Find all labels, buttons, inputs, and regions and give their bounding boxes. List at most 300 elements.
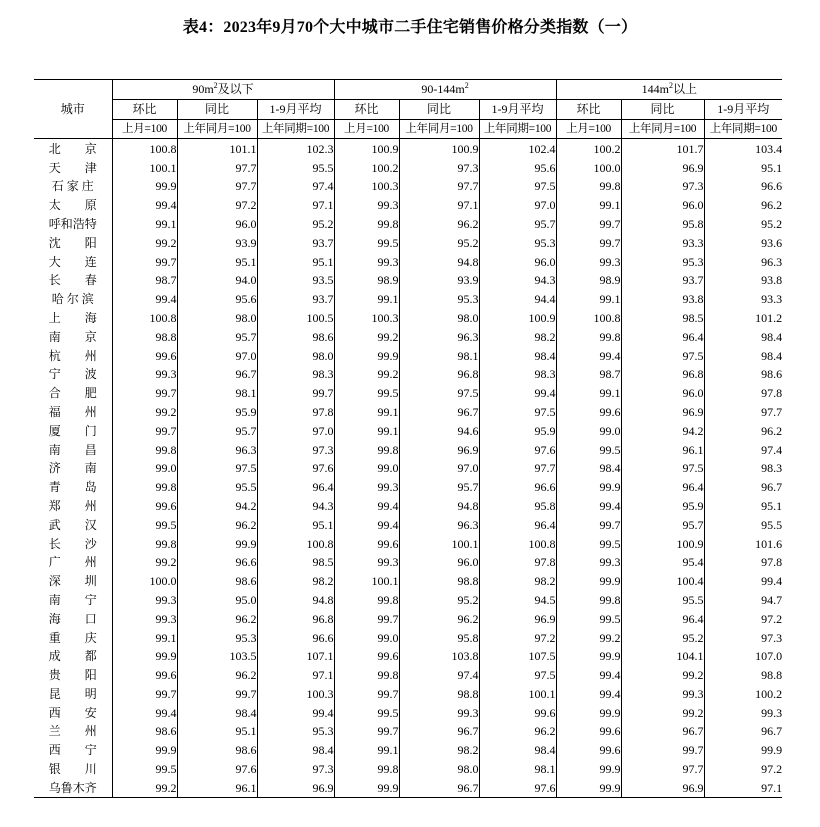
table-row — [34, 327, 782, 346]
index-value-cell: 97.8 — [257, 403, 334, 422]
index-value-cell: 100.9 — [334, 139, 399, 158]
table-row — [34, 440, 782, 459]
index-value-cell: 99.7 — [334, 722, 399, 741]
index-value-cell: 95.2 — [399, 233, 479, 252]
sub-header-yoy: 同比 — [621, 99, 704, 119]
city-cell: 宁 波 — [48, 367, 97, 382]
index-value-cell: 95.3 — [177, 628, 257, 647]
city-cell: 重 庆 — [48, 630, 97, 645]
index-value-cell: 103.8 — [399, 647, 479, 666]
index-value-cell: 98.2 — [479, 327, 556, 346]
index-value-cell: 96.1 — [177, 778, 257, 797]
base-header-avg: 上年同期=100 — [704, 119, 782, 139]
index-value-cell: 98.3 — [479, 365, 556, 384]
index-value-cell: 99.8 — [556, 327, 621, 346]
index-value-cell: 99.1 — [556, 196, 621, 215]
index-value-cell: 98.8 — [399, 685, 479, 704]
index-value-cell: 95.8 — [399, 628, 479, 647]
index-value-cell: 96.2 — [704, 196, 782, 215]
index-value-cell: 98.4 — [704, 346, 782, 365]
index-value-cell: 95.3 — [479, 233, 556, 252]
index-value-cell: 98.1 — [479, 760, 556, 779]
index-value-cell: 99.7 — [556, 515, 621, 534]
city-cell: 成 都 — [48, 649, 97, 664]
index-value-cell: 93.9 — [177, 233, 257, 252]
base-header-yoy: 上年同月=100 — [399, 119, 479, 139]
sub-header-avg: 1-9月平均 — [257, 99, 334, 119]
table-row — [34, 309, 782, 328]
index-value-cell: 99.0 — [334, 628, 399, 647]
index-value-cell: 98.6 — [257, 327, 334, 346]
index-value-cell: 100.1 — [334, 572, 399, 591]
index-value-cell: 99.8 — [112, 478, 177, 497]
index-value-cell: 98.6 — [704, 365, 782, 384]
index-value-cell: 94.8 — [399, 497, 479, 516]
table-row — [34, 628, 782, 647]
index-value-cell: 95.3 — [621, 252, 704, 271]
index-value-cell: 99.2 — [112, 403, 177, 422]
index-value-cell: 97.0 — [177, 346, 257, 365]
index-value-cell: 97.3 — [257, 760, 334, 779]
index-value-cell: 99.2 — [334, 365, 399, 384]
index-value-cell: 99.2 — [334, 327, 399, 346]
city-cell: 杭 州 — [48, 348, 97, 363]
index-value-cell: 99.9 — [704, 741, 782, 760]
city-cell: 石 家 庄 — [51, 179, 94, 194]
index-value-cell: 100.8 — [112, 309, 177, 328]
index-value-cell: 96.6 — [257, 628, 334, 647]
table-row — [34, 459, 782, 478]
index-value-cell: 100.9 — [399, 139, 479, 158]
city-cell: 福 州 — [48, 404, 97, 419]
index-value-cell: 100.9 — [479, 309, 556, 328]
index-value-cell: 99.0 — [112, 459, 177, 478]
index-value-cell: 95.9 — [177, 403, 257, 422]
index-value-cell: 99.3 — [556, 252, 621, 271]
index-value-cell: 97.4 — [704, 440, 782, 459]
table-row — [34, 591, 782, 610]
table-row — [34, 534, 782, 553]
index-value-cell: 95.6 — [479, 158, 556, 177]
sub-header-mom: 环比 — [112, 99, 177, 119]
index-value-cell: 99.1 — [334, 290, 399, 309]
index-value-cell: 96.4 — [257, 478, 334, 497]
index-value-cell: 97.4 — [257, 177, 334, 196]
index-value-cell: 107.0 — [704, 647, 782, 666]
index-value-cell: 99.4 — [112, 196, 177, 215]
index-value-cell: 96.2 — [177, 666, 257, 685]
index-value-cell: 99.8 — [334, 215, 399, 234]
index-value-cell: 94.2 — [621, 421, 704, 440]
index-value-cell: 98.8 — [704, 666, 782, 685]
index-value-cell: 99.2 — [621, 666, 704, 685]
table-row — [34, 685, 782, 704]
index-value-cell: 100.3 — [257, 685, 334, 704]
index-value-cell: 99.9 — [334, 778, 399, 797]
index-value-cell: 96.4 — [621, 478, 704, 497]
index-value-cell: 99.7 — [257, 384, 334, 403]
index-value-cell: 97.1 — [704, 778, 782, 797]
index-value-cell: 93.7 — [257, 233, 334, 252]
table-row — [34, 365, 782, 384]
table-row — [34, 722, 782, 741]
index-value-cell: 95.7 — [621, 515, 704, 534]
index-value-cell: 99.4 — [556, 497, 621, 516]
index-value-cell: 99.6 — [112, 497, 177, 516]
index-value-cell: 101.1 — [177, 139, 257, 158]
index-value-cell: 100.0 — [112, 572, 177, 591]
index-value-cell: 97.5 — [479, 403, 556, 422]
index-value-cell: 99.8 — [112, 440, 177, 459]
index-value-cell: 99.5 — [556, 534, 621, 553]
index-value-cell: 99.6 — [334, 534, 399, 553]
index-value-cell: 98.4 — [257, 741, 334, 760]
index-value-cell: 99.7 — [177, 685, 257, 704]
city-cell: 南 宁 — [48, 592, 97, 607]
index-value-cell: 96.9 — [399, 440, 479, 459]
index-value-cell: 95.1 — [704, 158, 782, 177]
index-value-cell: 98.2 — [257, 572, 334, 591]
city-column-header: 城市 — [34, 80, 112, 139]
index-value-cell: 97.6 — [177, 760, 257, 779]
index-value-cell: 97.5 — [479, 177, 556, 196]
index-value-cell: 99.9 — [556, 760, 621, 779]
base-header-mom: 上月=100 — [556, 119, 621, 139]
index-value-cell: 100.1 — [479, 685, 556, 704]
index-value-cell: 93.3 — [704, 290, 782, 309]
index-value-cell: 100.8 — [556, 309, 621, 328]
index-value-cell: 99.9 — [556, 703, 621, 722]
index-value-cell: 96.9 — [621, 778, 704, 797]
index-value-cell: 98.0 — [399, 760, 479, 779]
index-value-cell: 96.7 — [621, 722, 704, 741]
index-value-cell: 98.1 — [177, 384, 257, 403]
index-value-cell: 99.9 — [556, 647, 621, 666]
index-value-cell: 95.5 — [177, 478, 257, 497]
base-header-yoy: 上年同月=100 — [177, 119, 257, 139]
index-value-cell: 99.3 — [334, 252, 399, 271]
index-value-cell: 95.3 — [257, 722, 334, 741]
city-cell: 乌鲁木齐 — [34, 778, 112, 797]
index-value-cell: 98.0 — [399, 309, 479, 328]
index-value-cell: 99.6 — [334, 647, 399, 666]
table-row — [34, 553, 782, 572]
index-value-cell: 98.4 — [479, 741, 556, 760]
city-cell: 广 州 — [48, 555, 97, 570]
index-value-cell: 99.1 — [334, 421, 399, 440]
index-value-cell: 99.8 — [556, 177, 621, 196]
index-value-cell: 96.3 — [399, 515, 479, 534]
index-value-cell: 99.9 — [112, 177, 177, 196]
index-value-cell: 99.8 — [334, 591, 399, 610]
index-value-cell: 99.3 — [112, 365, 177, 384]
index-value-cell: 96.8 — [399, 365, 479, 384]
index-value-cell: 99.5 — [112, 760, 177, 779]
index-value-cell: 98.2 — [399, 741, 479, 760]
index-value-cell: 99.6 — [556, 403, 621, 422]
index-value-cell: 99.4 — [556, 685, 621, 704]
index-value-cell: 98.4 — [556, 459, 621, 478]
index-value-cell: 98.4 — [479, 346, 556, 365]
index-value-cell: 99.3 — [112, 609, 177, 628]
index-value-cell: 97.5 — [177, 459, 257, 478]
index-value-cell: 99.1 — [556, 384, 621, 403]
index-value-cell: 98.3 — [704, 459, 782, 478]
table-row — [34, 703, 782, 722]
index-value-cell: 98.4 — [704, 327, 782, 346]
index-value-cell: 96.0 — [621, 384, 704, 403]
index-value-cell: 99.8 — [334, 666, 399, 685]
index-value-cell: 100.3 — [334, 177, 399, 196]
index-value-cell: 94.3 — [479, 271, 556, 290]
index-value-cell: 96.4 — [621, 609, 704, 628]
city-cell: 深 圳 — [48, 574, 97, 589]
table-row — [34, 421, 782, 440]
index-value-cell: 97.7 — [621, 760, 704, 779]
city-cell: 郑 州 — [48, 498, 97, 513]
city-cell: 哈 尔 滨 — [51, 292, 94, 307]
index-value-cell: 97.2 — [177, 196, 257, 215]
index-value-cell: 99.6 — [556, 722, 621, 741]
index-value-cell: 99.7 — [112, 384, 177, 403]
index-value-cell: 99.1 — [556, 290, 621, 309]
index-value-cell: 95.7 — [177, 327, 257, 346]
index-value-cell: 98.8 — [112, 327, 177, 346]
city-cell: 兰 州 — [48, 724, 97, 739]
index-value-cell: 95.8 — [621, 215, 704, 234]
index-value-cell: 98.9 — [334, 271, 399, 290]
index-value-cell: 98.0 — [257, 346, 334, 365]
index-value-cell: 99.4 — [556, 346, 621, 365]
index-value-cell: 96.7 — [399, 403, 479, 422]
index-value-cell: 94.7 — [704, 591, 782, 610]
index-value-cell: 102.3 — [257, 139, 334, 158]
index-value-cell: 95.1 — [704, 497, 782, 516]
index-value-cell: 99.2 — [112, 553, 177, 572]
index-value-cell: 100.1 — [112, 158, 177, 177]
index-value-cell: 96.9 — [621, 158, 704, 177]
index-value-cell: 96.7 — [704, 478, 782, 497]
index-value-cell: 99.7 — [112, 685, 177, 704]
index-value-cell: 99.7 — [556, 215, 621, 234]
index-value-cell: 95.5 — [704, 515, 782, 534]
index-value-cell: 99.5 — [334, 703, 399, 722]
table-row — [34, 760, 782, 779]
index-value-cell: 97.6 — [479, 440, 556, 459]
index-value-cell: 99.9 — [112, 647, 177, 666]
table-row — [34, 384, 782, 403]
index-value-cell: 100.2 — [556, 139, 621, 158]
index-value-cell: 96.8 — [621, 365, 704, 384]
city-cell: 上 海 — [48, 310, 97, 325]
index-value-cell: 96.0 — [399, 553, 479, 572]
index-value-cell: 99.1 — [334, 741, 399, 760]
table-row — [34, 647, 782, 666]
index-value-cell: 96.7 — [399, 722, 479, 741]
sub-header-mom: 环比 — [334, 99, 399, 119]
index-value-cell: 99.7 — [556, 233, 621, 252]
index-value-cell: 96.0 — [621, 196, 704, 215]
index-value-cell: 99.4 — [334, 497, 399, 516]
index-value-cell: 94.4 — [479, 290, 556, 309]
index-value-cell: 98.7 — [112, 271, 177, 290]
city-cell: 昆 明 — [48, 686, 97, 701]
index-value-cell: 95.1 — [177, 252, 257, 271]
table-row — [34, 515, 782, 534]
index-value-cell: 103.4 — [704, 139, 782, 158]
index-value-cell: 100.3 — [334, 309, 399, 328]
index-value-cell: 96.6 — [479, 478, 556, 497]
index-value-cell: 99.8 — [112, 534, 177, 553]
index-value-cell: 97.7 — [479, 459, 556, 478]
base-header-avg: 上年同期=100 — [479, 119, 556, 139]
index-value-cell: 101.6 — [704, 534, 782, 553]
index-value-cell: 96.3 — [704, 252, 782, 271]
index-value-cell: 94.0 — [177, 271, 257, 290]
base-header-mom: 上月=100 — [334, 119, 399, 139]
index-value-cell: 95.7 — [479, 215, 556, 234]
index-value-cell: 95.3 — [399, 290, 479, 309]
sub-header-avg: 1-9月平均 — [704, 99, 782, 119]
index-value-cell: 99.2 — [621, 703, 704, 722]
index-value-cell: 99.7 — [334, 609, 399, 628]
index-value-cell: 99.4 — [704, 572, 782, 591]
index-value-cell: 99.3 — [334, 196, 399, 215]
city-cell: 长 春 — [48, 273, 97, 288]
index-value-cell: 97.2 — [704, 609, 782, 628]
city-cell: 太 原 — [48, 198, 97, 213]
index-value-cell: 99.1 — [334, 403, 399, 422]
index-value-cell: 97.3 — [399, 158, 479, 177]
index-value-cell: 95.1 — [177, 722, 257, 741]
index-value-cell: 97.5 — [399, 384, 479, 403]
index-value-cell: 94.2 — [177, 497, 257, 516]
city-cell: 银 川 — [48, 762, 97, 777]
index-value-cell: 96.7 — [704, 722, 782, 741]
city-cell: 大 连 — [48, 254, 97, 269]
index-value-cell: 97.0 — [399, 459, 479, 478]
index-value-cell: 99.1 — [112, 215, 177, 234]
index-value-cell: 97.2 — [479, 628, 556, 647]
group-header-large: $144m^2$以上 — [556, 80, 782, 100]
index-value-cell: 99.9 — [334, 346, 399, 365]
index-value-cell: 99.0 — [334, 459, 399, 478]
index-value-cell: 99.9 — [556, 778, 621, 797]
city-cell: 合 肥 — [48, 386, 97, 401]
index-value-cell: 96.8 — [257, 609, 334, 628]
index-value-cell: 99.4 — [257, 703, 334, 722]
index-value-cell: 97.7 — [399, 177, 479, 196]
table-row — [34, 290, 782, 309]
index-value-cell: 95.5 — [621, 591, 704, 610]
index-value-cell: 99.3 — [112, 591, 177, 610]
index-value-cell: 95.1 — [257, 515, 334, 534]
sub-header-yoy: 同比 — [177, 99, 257, 119]
index-value-cell: 99.4 — [112, 703, 177, 722]
index-value-cell: 104.1 — [621, 647, 704, 666]
index-value-cell: 101.2 — [704, 309, 782, 328]
index-value-cell: 97.3 — [257, 440, 334, 459]
sub-header-yoy: 同比 — [399, 99, 479, 119]
index-value-cell: 96.2 — [177, 609, 257, 628]
index-value-cell: 96.0 — [177, 215, 257, 234]
index-value-cell: 99.3 — [399, 703, 479, 722]
index-value-cell: 94.8 — [399, 252, 479, 271]
index-value-cell: 99.7 — [334, 685, 399, 704]
index-value-cell: 97.6 — [257, 459, 334, 478]
table-row — [34, 609, 782, 628]
index-value-cell: 97.1 — [399, 196, 479, 215]
index-value-cell: 93.7 — [257, 290, 334, 309]
index-value-cell: 98.5 — [621, 309, 704, 328]
index-value-cell: 99.0 — [556, 421, 621, 440]
index-value-cell: 99.9 — [177, 534, 257, 553]
index-value-cell: 100.2 — [704, 685, 782, 704]
city-cell: 南 京 — [48, 329, 97, 344]
index-value-cell: 97.0 — [257, 421, 334, 440]
table-row — [34, 403, 782, 422]
index-value-cell: 95.7 — [177, 421, 257, 440]
index-value-cell: 99.2 — [556, 628, 621, 647]
index-value-cell: 99.1 — [112, 628, 177, 647]
city-cell: 西 安 — [48, 705, 97, 720]
index-value-cell: 93.5 — [257, 271, 334, 290]
index-value-cell: 93.3 — [621, 233, 704, 252]
index-value-cell: 94.3 — [257, 497, 334, 516]
index-value-cell: 107.5 — [479, 647, 556, 666]
index-value-cell: 98.9 — [556, 271, 621, 290]
city-cell: 济 南 — [48, 461, 97, 476]
table-row — [34, 158, 782, 177]
index-value-cell: 98.2 — [479, 572, 556, 591]
index-value-cell: 96.0 — [479, 252, 556, 271]
index-value-cell: 99.8 — [334, 760, 399, 779]
index-value-cell: 95.9 — [621, 497, 704, 516]
index-value-cell: 98.7 — [556, 365, 621, 384]
index-value-cell: 100.1 — [399, 534, 479, 553]
index-value-cell: 95.8 — [479, 497, 556, 516]
index-value-cell: 100.2 — [334, 158, 399, 177]
index-value-cell: 97.5 — [621, 346, 704, 365]
table-body — [34, 139, 782, 798]
index-value-cell: 99.5 — [556, 609, 621, 628]
index-value-cell: 96.2 — [704, 421, 782, 440]
index-value-cell: 99.3 — [334, 478, 399, 497]
index-value-cell: 93.9 — [399, 271, 479, 290]
index-value-cell: 97.0 — [479, 196, 556, 215]
index-value-cell: 95.4 — [621, 553, 704, 572]
index-value-cell: 99.9 — [556, 478, 621, 497]
index-value-cell: 99.8 — [334, 440, 399, 459]
index-value-cell: 98.8 — [399, 572, 479, 591]
index-value-cell: 95.9 — [479, 421, 556, 440]
table-row — [34, 252, 782, 271]
index-value-cell: 99.3 — [334, 553, 399, 572]
index-value-cell: 98.6 — [112, 722, 177, 741]
index-value-cell: 96.2 — [399, 609, 479, 628]
city-cell: 西 宁 — [48, 743, 97, 758]
table-row — [34, 778, 782, 797]
index-value-cell: 94.5 — [479, 591, 556, 610]
index-value-cell: 98.0 — [177, 309, 257, 328]
table-row — [34, 139, 782, 158]
index-value-cell: 96.4 — [479, 515, 556, 534]
city-cell: 南 昌 — [48, 442, 97, 457]
index-value-cell: 99.6 — [556, 741, 621, 760]
table-row — [34, 497, 782, 516]
index-value-cell: 102.4 — [479, 139, 556, 158]
index-value-cell: 95.2 — [621, 628, 704, 647]
